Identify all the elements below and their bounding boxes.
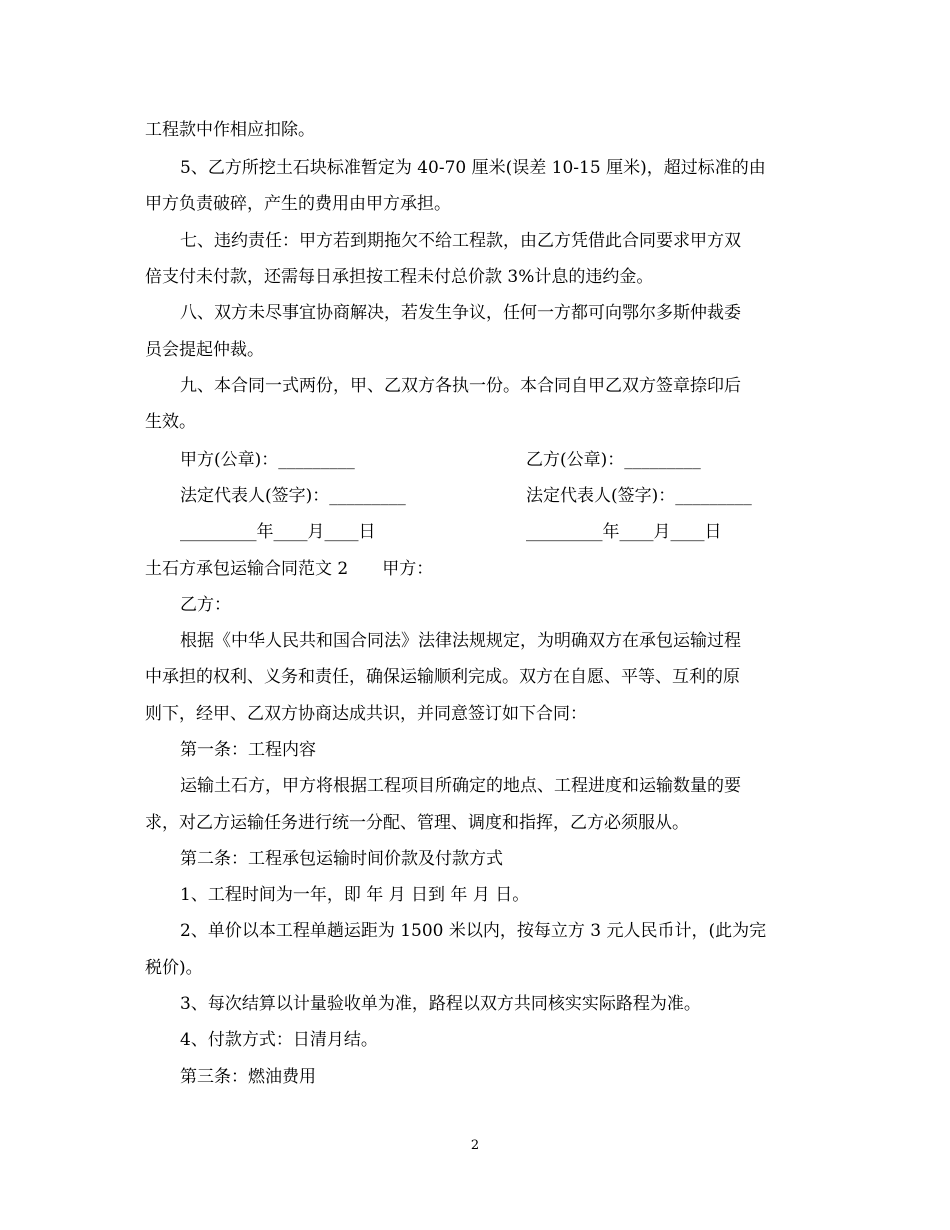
- paragraph-line: 1、工程时间为一年，即 年 月 日到 年 月 日。: [180, 885, 530, 905]
- paragraph-line: 求，对乙方运输任务进行统一分配、管理、调度和指挥，乙方必须服从。: [145, 813, 689, 833]
- paragraph-line: 4、付款方式：日清月结。: [180, 1030, 378, 1050]
- paragraph-line: 则下，经甲、乙双方协商达成共识，并同意签订如下合同：: [145, 704, 587, 724]
- paragraph-line: 5、乙方所挖土石块标准暂定为 40-70 厘米(误差 10-15 厘米)，超过标准的由: [180, 158, 766, 178]
- paragraph-line: 乙方：: [180, 595, 231, 615]
- paragraph-line: 生效。: [145, 412, 196, 432]
- party-b-seal-field: 乙方(公章)：_________: [526, 450, 701, 470]
- paragraph-line: 3、每次结算以计量验收单为准，路程以双方共同核实实际路程为准。: [180, 994, 701, 1014]
- paragraph-line: 运输土石方，甲方将根据工程项目所确定的地点、工程进度和运输数量的要: [180, 776, 741, 796]
- paragraph-line: 中承担的权利、义务和责任，确保运输顺利完成。双方在自愿、平等、互利的原: [145, 667, 740, 687]
- paragraph-line: 员会提起仲裁。: [145, 340, 264, 360]
- paragraph-line: 八、双方未尽事宜协商解决，若发生争议，任何一方都可向鄂尔多斯仲裁委: [180, 303, 741, 323]
- paragraph-line: 工程款中作相应扣除。: [145, 120, 315, 140]
- paragraph-line: 税价)。: [145, 958, 203, 978]
- article-heading: 第一条：工程内容: [180, 740, 316, 760]
- article-heading: 第三条：燃油费用: [180, 1067, 316, 1087]
- paragraph-line: 2、单价以本工程单趟运距为 1500 米以内，按每立方 3 元人民币计，(此为完: [180, 921, 767, 941]
- party-b-representative-field: 法定代表人(签字)：_________: [526, 486, 752, 506]
- party-a-date-field: _________年____月____日: [180, 522, 376, 542]
- paragraph-line: 倍支付未付款，还需每日承担按工程未付总价款 3%计息的违约金。: [145, 267, 654, 287]
- party-a-representative-field: 法定代表人(签字)：_________: [180, 486, 406, 506]
- paragraph-line: 九、本合同一式两份，甲、乙双方各执一份。本合同自甲乙双方签章捺印后: [180, 376, 741, 396]
- paragraph-line: 七、违约责任：甲方若到期拖欠不给工程款，由乙方凭借此合同要求甲方双: [180, 231, 741, 251]
- section-heading: 土石方承包运输合同范文 2 甲方：: [145, 559, 434, 579]
- paragraph-line: 甲方负责破碎，产生的费用由甲方承担。: [145, 194, 451, 214]
- article-heading: 第二条：工程承包运输时间价款及付款方式: [180, 849, 503, 869]
- party-b-date-field: _________年____月____日: [526, 522, 722, 542]
- paragraph-line: 根据《中华人民共和国合同法》法律法规规定，为明确双方在承包运输过程: [180, 631, 741, 651]
- page-number: 2: [470, 1138, 480, 1153]
- party-a-seal-field: 甲方(公章)：_________: [180, 450, 355, 470]
